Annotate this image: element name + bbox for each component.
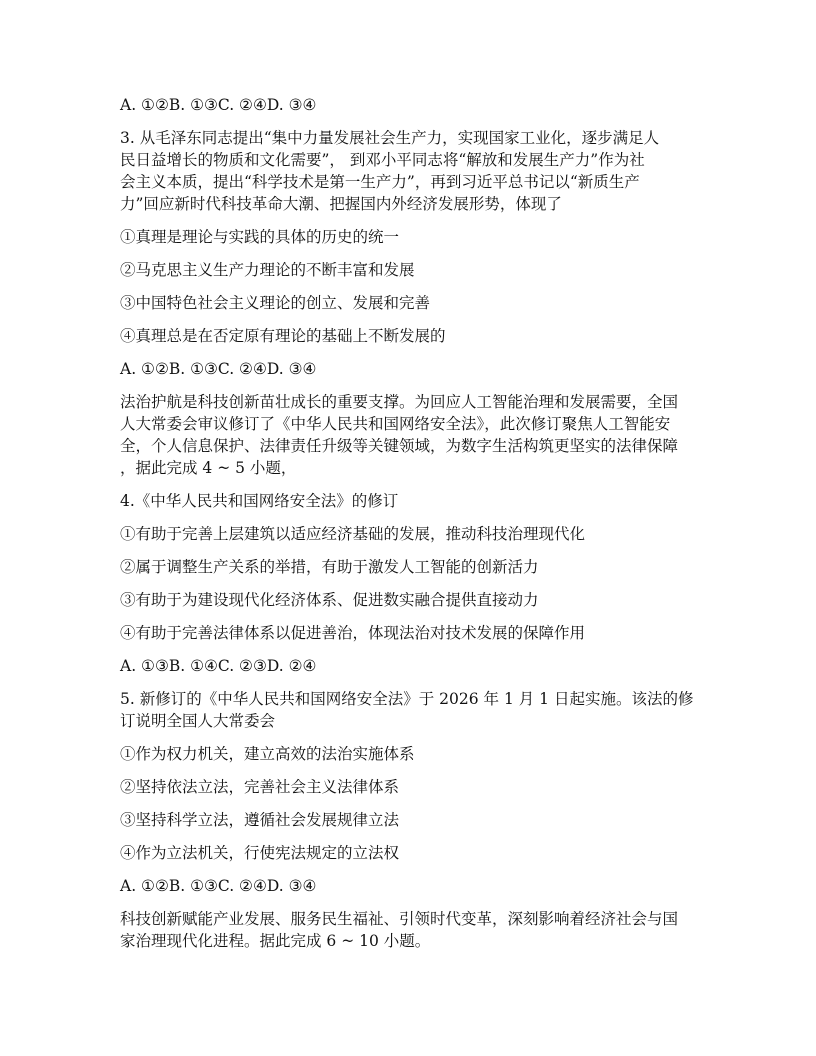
options-q5	[120, 875, 700, 897]
text-line: 全，个人信息保护、法律责任升级等关键领域，为数字生活构筑更坚实的法律保障	[120, 437, 679, 455]
q4-statement-1: ①有助于完善上层建筑以适应经济基础的发展，推动科技治理现代化	[120, 525, 586, 543]
spacer	[120, 512, 700, 523]
options-q4	[120, 655, 700, 677]
q5-statement-3: ③坚持科学立法，遵循社会发展规律立法	[120, 811, 400, 829]
q3-statement-3: ③中国特色社会主义理论的创立、发展和完善	[120, 294, 431, 312]
spacer	[120, 347, 700, 358]
spacer	[120, 281, 700, 292]
q5-statement-4: ④作为立法机关，行使宪法规定的立法权	[120, 844, 400, 862]
answer-option: A. ①②	[120, 96, 169, 114]
text-line: 力”回应新时代科技革命大潮、把握国内外经济发展形势，体现了	[120, 195, 562, 213]
q3-statement-4: ④真理总是在否定原有理论的基础上不断发展的	[120, 327, 446, 345]
text-line: 会主义本质，提出“科学技术是第一生产力”，再到习近平总书记以“新质生产	[120, 173, 640, 191]
q5-statement-1: ①作为权力机关，建立高效的法治实施体系	[120, 745, 415, 763]
spacer	[120, 798, 700, 809]
answer-option: D. ③④	[266, 96, 317, 114]
spacer	[120, 897, 700, 908]
spacer	[120, 380, 700, 391]
text-line: 家治理现代化进程。据此完成 6 ~ 10 小题。	[120, 932, 431, 950]
q4-statement-4: ④有助于完善法律体系以促进善治，体现法治对技术发展的保障作用	[120, 624, 586, 642]
answer-option: A. ①②	[120, 877, 169, 895]
spacer	[120, 677, 700, 688]
document-page	[120, 94, 700, 952]
spacer	[120, 765, 700, 776]
spacer	[120, 831, 700, 842]
options-q2	[120, 94, 700, 116]
q3-statement-1: ①真理是理论与实践的具体的历史的统一	[120, 228, 400, 246]
answer-option: B. ①③	[168, 877, 218, 895]
text-line: 民日益增长的物质和文化需要”， 到邓小平同志将“解放和发展生产力”作为社	[120, 151, 645, 169]
answer-option: C. ②④	[217, 360, 267, 378]
options-q3	[120, 358, 700, 380]
spacer	[120, 864, 700, 875]
material-4-5	[120, 391, 700, 479]
answer-option: D. ③④	[266, 360, 317, 378]
spacer	[120, 314, 700, 325]
answer-option: C. ②③	[217, 657, 267, 675]
answer-option: D. ③④	[266, 877, 317, 895]
spacer	[120, 644, 700, 655]
answer-option: C. ②④	[217, 877, 267, 895]
question-4-stem: 4.《中华人民共和国网络安全法》的修订	[120, 492, 399, 510]
text-line: 人大常委会审议修订了《中华人民共和国网络安全法》，此次修订聚焦人工智能安	[120, 415, 671, 433]
answer-option: C. ②④	[217, 96, 267, 114]
answer-option: D. ②④	[266, 657, 317, 675]
spacer	[120, 611, 700, 622]
q4-statement-2: ②属于调整生产关系的举措，有助于激发人工智能的创新活力	[120, 558, 539, 576]
spacer	[120, 545, 700, 556]
answer-option: B. ①③	[168, 96, 218, 114]
q5-statement-2: ②坚持依法立法，完善社会主义法律体系	[120, 778, 400, 796]
text-line: 3. 从毛泽东同志提出“集中力量发展社会生产力，实现国家工业化，逐步满足人	[120, 129, 660, 147]
spacer	[120, 215, 700, 226]
spacer	[120, 116, 700, 127]
answer-option: A. ①②	[120, 360, 169, 378]
q4-statement-3: ③有助于为建设现代化经济体系、促进数实融合提供直接动力	[120, 591, 539, 609]
spacer	[120, 479, 700, 490]
material-6-10	[120, 908, 700, 952]
text-line: 5. 新修订的《中华人民共和国网络安全法》于 2026 年 1 月 1 日起实施。该法的修	[120, 690, 694, 708]
answer-option: A. ①③	[120, 657, 169, 675]
text-line: 科技创新赋能产业发展、服务民生福祉、引领时代变革，深刻影响着经济社会与国	[120, 910, 679, 928]
spacer	[120, 578, 700, 589]
answer-option: B. ①③	[168, 360, 218, 378]
question-3-stem	[120, 127, 700, 215]
text-line: ，据此完成 4 ~ 5 小题，	[120, 459, 297, 477]
answer-option: B. ①④	[168, 657, 218, 675]
spacer	[120, 732, 700, 743]
text-line: 法治护航是科技创新苗壮成长的重要支撑。为回应人工智能治理和发展需要，全国	[120, 393, 679, 411]
question-5-stem	[120, 688, 700, 732]
text-line: 订说明全国人大常委会	[120, 712, 276, 730]
q3-statement-2: ②马克思主义生产力理论的不断丰富和发展	[120, 261, 415, 279]
spacer	[120, 248, 700, 259]
